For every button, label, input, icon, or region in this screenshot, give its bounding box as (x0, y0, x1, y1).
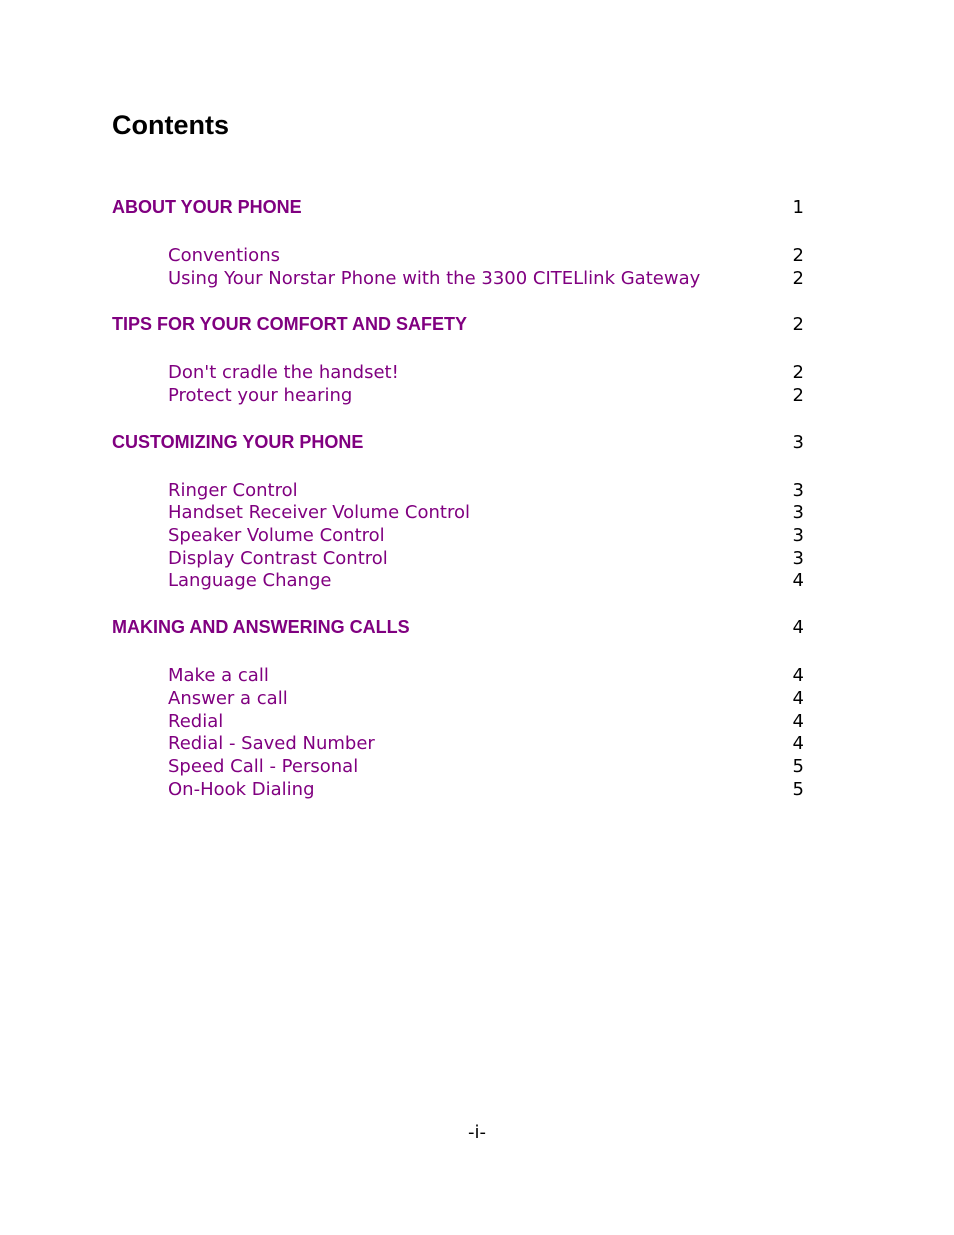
toc-entry-ringer-control[interactable] (112, 479, 804, 502)
toc-entry-speaker-volume[interactable] (112, 524, 804, 547)
toc-section-label[interactable]: MAKING AND ANSWERING CALLS (112, 617, 410, 637)
toc-entry-make-a-call[interactable] (112, 664, 804, 687)
toc-entry-language-change[interactable] (112, 569, 804, 592)
toc-page-number: 3 (792, 480, 804, 501)
toc-page-number: 3 (792, 525, 804, 546)
toc-page-number: 5 (792, 756, 804, 777)
toc-page-number: 5 (792, 779, 804, 800)
toc-page-number: 2 (792, 385, 804, 406)
toc-entry-label[interactable]: Protect your hearing (168, 385, 353, 406)
toc-entry-label[interactable]: Redial (168, 711, 224, 732)
toc-entry-redial-saved-number[interactable] (112, 732, 804, 755)
toc-page-number: 2 (792, 245, 804, 266)
toc-entry-citellink-gateway[interactable] (112, 267, 804, 290)
page-footer-number: -i- (468, 1122, 486, 1143)
toc-section-tips-comfort-safety[interactable] (112, 313, 804, 336)
toc-section-label[interactable]: TIPS FOR YOUR COMFORT AND SAFETY (112, 314, 468, 334)
toc-entry-dont-cradle-handset[interactable] (112, 361, 804, 384)
toc-page-number: 2 (792, 314, 804, 335)
toc-section-about-your-phone[interactable] (112, 196, 804, 219)
toc-section-label[interactable]: ABOUT YOUR PHONE (112, 197, 302, 217)
toc-page-number: 3 (792, 432, 804, 453)
toc-entry-on-hook-dialing[interactable] (112, 778, 804, 801)
toc-page-number: 4 (792, 711, 804, 732)
toc-entry-label[interactable]: Display Contrast Control (168, 548, 388, 569)
toc-entry-redial[interactable] (112, 710, 804, 733)
toc-page-number: 4 (792, 665, 804, 686)
toc-entry-label[interactable]: Make a call (168, 665, 269, 686)
toc-entry-answer-a-call[interactable] (112, 687, 804, 710)
page-title: Contents (112, 110, 229, 140)
toc-entry-label[interactable]: Don't cradle the handset! (168, 362, 399, 383)
toc-entry-label[interactable]: Conventions (168, 245, 280, 266)
toc-page-number: 1 (792, 197, 804, 218)
toc-entry-protect-hearing[interactable] (112, 384, 804, 407)
toc-section-making-answering-calls[interactable] (112, 616, 804, 639)
toc-page-number: 4 (792, 688, 804, 709)
toc-entry-label[interactable]: Using Your Norstar Phone with the 3300 CITELlink Gateway (168, 268, 701, 289)
toc-page-number: 3 (792, 502, 804, 523)
toc-page-number: 2 (792, 362, 804, 383)
toc-entry-speed-call-personal[interactable] (112, 755, 804, 778)
toc-section-label[interactable]: CUSTOMIZING YOUR PHONE (112, 432, 364, 452)
toc-page-number: 4 (792, 570, 804, 591)
toc-entry-label[interactable]: Ringer Control (168, 480, 298, 501)
toc-entry-label[interactable]: Speaker Volume Control (168, 525, 385, 546)
toc-entry-label[interactable]: Handset Receiver Volume Control (168, 502, 470, 523)
toc-entry-label[interactable]: Redial - Saved Number (168, 733, 375, 754)
toc-entry-label[interactable]: Speed Call - Personal (168, 756, 359, 777)
toc-page-number: 2 (792, 268, 804, 289)
toc-page-number: 3 (792, 548, 804, 569)
toc-entry-label[interactable]: Language Change (168, 570, 332, 591)
toc-entry-handset-volume[interactable] (112, 501, 804, 524)
toc-section-customizing-phone[interactable] (112, 431, 804, 454)
toc-page-number: 4 (792, 617, 804, 638)
toc-page-number: 4 (792, 733, 804, 754)
toc-entry-display-contrast[interactable] (112, 547, 804, 570)
toc-entry-label[interactable]: On-Hook Dialing (168, 779, 315, 800)
toc-entry-label[interactable]: Answer a call (168, 688, 288, 709)
toc-entry-conventions[interactable] (112, 244, 804, 267)
